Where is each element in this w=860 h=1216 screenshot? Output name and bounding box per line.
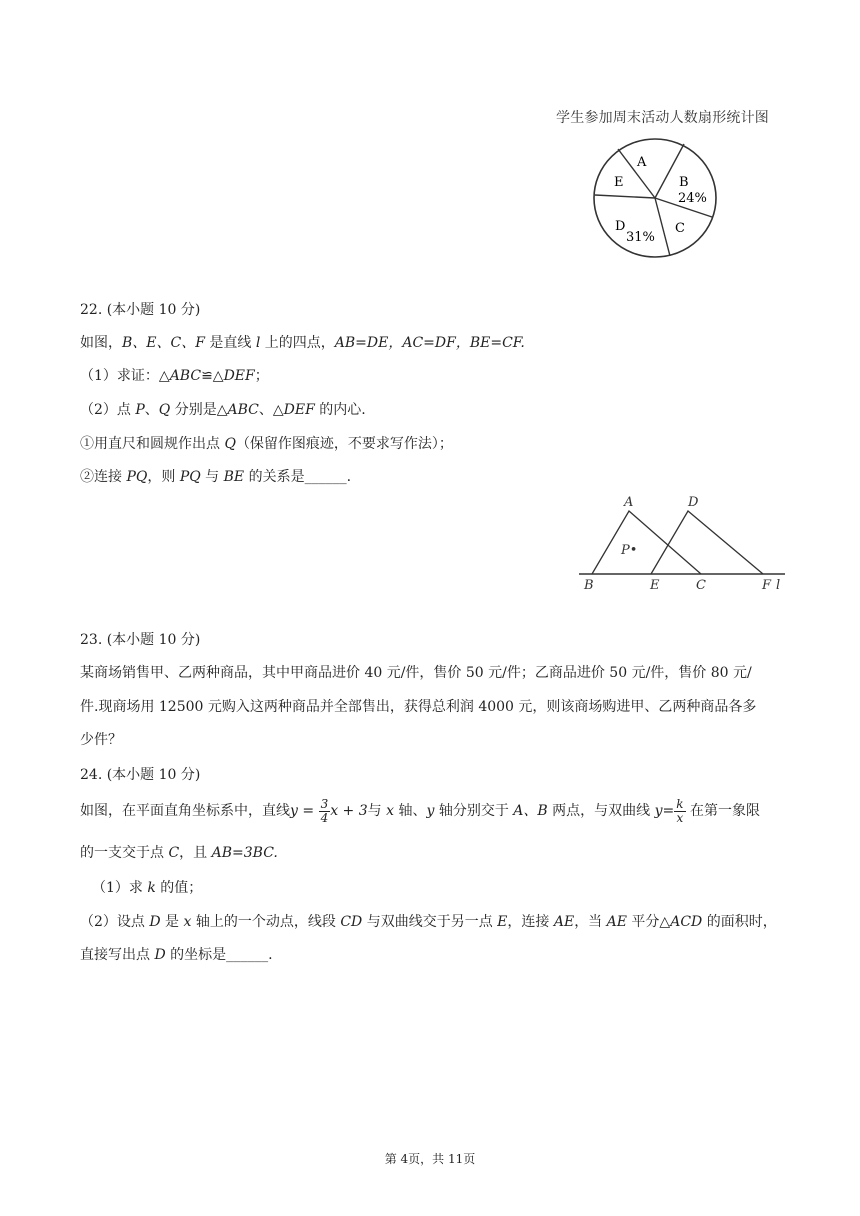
q22-part1: （1）求证：△ABC≌△DEF； (80, 368, 269, 384)
q24-part2: （2）设点 D 是 x 轴上的一个动点，线段 CD 与双曲线交于另一点 E，连接 AE，当 AE 平分△ACD 的面积时， (80, 914, 777, 930)
q22-subpart1: ①用直尺和圆规作出点 Q（保留作图痕迹，不要求写作法）； (80, 436, 453, 452)
triangle-figure (575, 490, 790, 594)
pie-label-b: B (679, 175, 689, 190)
q22-stem: 如图，B、E、C、F 是直线 l 上的四点，AB=DE，AC=DF，BE=CF. (80, 335, 525, 351)
q22-part2: （2）点 P、Q 分别是△ABC、△DEF 的内心. (80, 402, 366, 418)
pie-chart-title: 学生参加周末活动人数扇形统计图 (556, 110, 769, 126)
label-l: l (776, 578, 781, 593)
pie-percent-d: 31% (626, 230, 655, 245)
pie-chart (590, 138, 722, 262)
pie-percent-b: 24% (678, 191, 707, 206)
pie-label-d: D (615, 219, 626, 234)
q24-header: 24. (本小题 10 分) (80, 767, 201, 783)
label-d: D (688, 495, 699, 510)
pie-label-e: E (614, 175, 624, 190)
label-p: P• (621, 543, 638, 558)
q24-line2: 的一支交于点 C，且 AB=3BC. (80, 845, 278, 861)
q23-line2: 件.现商场用 12500 元购入这两种商品并全部售出，获得总利润 4000 元，则该商场购进甲、乙两种商品各多 (80, 699, 757, 715)
label-a: A (624, 495, 634, 510)
q24-part1: （1）求 k 的值； (92, 880, 203, 896)
pie-label-c: C (675, 221, 685, 236)
label-f: F (762, 578, 772, 593)
q23-line1: 某商场销售甲、乙两种商品，其中甲商品进价 40 元/件，售价 50 元/件；乙商品进价 50 元/件，售价 80 元/ (80, 665, 752, 681)
q22-header: 22. (本小题 10 分) (80, 302, 201, 318)
q24-part2-cont: 直接写出点 D 的坐标是______. (80, 947, 273, 963)
label-e: E (650, 578, 660, 593)
q24-line1: 如图，在平面直角坐标系中，直线y = $\frac{3}{4}$ x + 3与 x 轴、y 轴分别交于 A、B 两点，与双曲线 y= $\frac{k}{x}$ 在第一象限 (80, 796, 760, 825)
fraction-three-quarters: $\frac{3}{4}$ (320, 796, 329, 825)
label-c: C (696, 578, 706, 593)
q23-line3: 少件？ (80, 732, 122, 748)
q23-header: 23. (本小题 10 分) (80, 632, 201, 648)
label-b: B (584, 578, 594, 593)
q22-subpart2: ②连接 PQ，则 PQ 与 BE 的关系是______. (80, 469, 352, 485)
pie-label-a: A (637, 155, 647, 170)
fraction-k-over-x: $\frac{k}{x}$ (676, 796, 684, 825)
page-footer: 第 4页，共 11页 (384, 1152, 476, 1166)
